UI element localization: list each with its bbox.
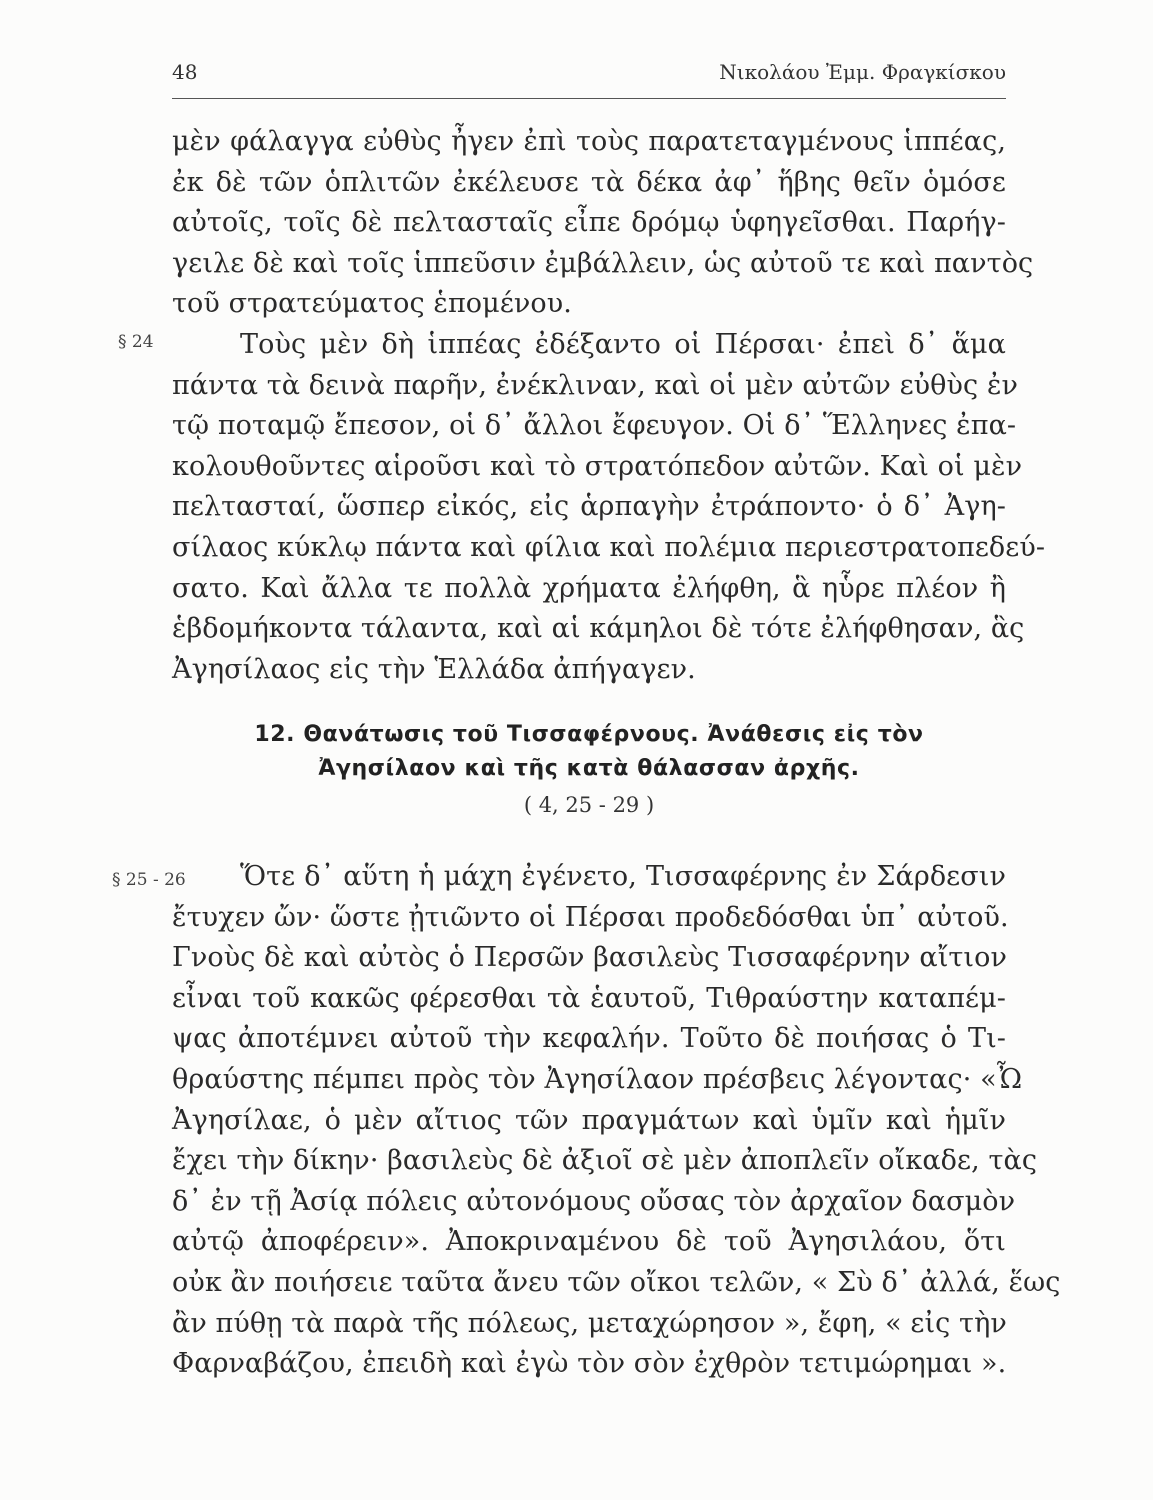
text-line: μὲν φάλαγγα εὐθὺς ἦγεν ἐπὶ τοὺς παρατεταγμένους ἱππέας,	[172, 126, 1006, 157]
paragraph-1	[172, 122, 1034, 325]
text-line: Τοὺς μὲν δὴ ἱππέας ἐδέξαντο οἱ Πέρσαι· ἐπεὶ δ᾽ ἅμα	[240, 329, 1006, 360]
page-header	[172, 58, 1006, 99]
text-line: δ᾽ ἐν τῇ Ἀσίᾳ πόλεις αὐτονόμους οὔσας τὸν ἀρχαῖον δασμὸν	[172, 1185, 1016, 1217]
text-line: Φαρναβάζου, ἐπειδὴ καὶ ἐγὼ τὸν σὸν ἐχθρὸν τετιμώρημαι ».	[172, 1348, 1007, 1380]
text-line: αὐτῷ ἀποφέρειν». Ἀποκριναμένου δὲ τοῦ Ἀγησιλάου, ὅτι	[172, 1226, 1006, 1258]
section-mark-25-26: § 25 - 26	[112, 870, 186, 890]
text-line: Ἀγησίλαε, ὁ μὲν αἴτιος τῶν πραγμάτων καὶ ὑμῖν καὶ ἡμῖν	[172, 1104, 1006, 1136]
running-head: Νικολάου Ἐμμ. Φραγκίσκου	[719, 60, 1006, 84]
text-line: τῷ ποταμῷ ἔπεσον, οἱ δ᾽ ἄλλοι ἔφευγον. Οἱ δ᾽ Ἕλληνες ἐπα-	[172, 410, 1017, 442]
heading-reference: ( 4, 25 - 29 )	[523, 793, 655, 817]
text-line: Ὅτε δ᾽ αὕτη ἡ μάχη ἐγένετο, Τισσαφέρνης ἐν Σάρδεσιν	[240, 861, 1006, 892]
text-line: ἐκ δὲ τῶν ὁπλιτῶν ἐκέλευσε τὰ δέκα ἀφ᾽ ἥβης θεῖν ὁμόσε	[172, 166, 1006, 198]
text-line: ἂν πύθῃ τὰ παρὰ τῆς πόλεως, μεταχώρησον », ἔφη, « εἰς τὴν	[172, 1307, 1007, 1339]
text-line: πάντα τὰ δεινὰ παρῆν, ἐνέκλιναν, καὶ οἱ μὲν αὐτῶν εὐθὺς ἐν	[172, 369, 1019, 401]
text-line: κολουθοῦντες αἱροῦσι καὶ τὸ στρατόπεδον αὐτῶν. Καὶ οἱ μὲν	[172, 450, 1023, 482]
paragraph-3	[172, 857, 1061, 1385]
text-line: θραύστης πέμπει πρὸς τὸν Ἀγησίλαον πρέσβεις λέγοντας· «Ὦ	[172, 1063, 1023, 1095]
text-line: ἔχει τὴν δίκην· βασιλεὺς δὲ ἀξιοῖ σὲ μὲν ἀποπλεῖν οἴκαδε, τὰς	[172, 1145, 1038, 1177]
text-line: σατο. Καὶ ἄλλα τε πολλὰ χρήματα ἐλήφθη, ἃ ηὗρε πλέον ἢ	[172, 572, 1006, 604]
text-line: Ἀγησίλαος εἰς τὴν Ἑλλάδα ἀπήγαγεν.	[172, 653, 696, 685]
page-number: 48	[172, 60, 198, 84]
text-line: ἔτυχεν ὤν· ὥστε ᾐτιῶντο οἱ Πέρσαι προδεδόσθαι ὑπ᾽ αὐτοῦ.	[172, 901, 1009, 933]
text-line: ψας ἀποτέμνει αὐτοῦ τὴν κεφαλήν. Τοῦτο δὲ ποιήσας ὁ Τι-	[172, 1023, 1006, 1055]
text-line: αὐτοῖς, τοῖς δὲ πελτασταῖς εἶπε δρόμῳ ὑφηγεῖσθαι. Παρήγ-	[172, 207, 1006, 239]
text-line: οὐκ ἂν ποιήσειε ταῦτα ἄνευ τῶν οἴκοι τελῶν, « Σὺ δ᾽ ἀλλά, ἕως	[172, 1266, 1061, 1298]
text-line: εἶναι τοῦ κακῶς φέρεσθαι τὰ ἑαυτοῦ, Τιθραύστην καταπέμ-	[172, 982, 1006, 1014]
text-line: πελτασταί, ὥσπερ εἰκός, εἰς ἁρπαγὴν ἐτράποντο· ὁ δ᾽ Ἀγη-	[172, 491, 1006, 523]
heading-title-line-2: Ἀγησίλαον καὶ τῆς κατὰ θάλασσαν ἀρχῆς.	[318, 756, 860, 781]
text-line: τοῦ στρατεύματος ἑπομένου.	[172, 288, 572, 320]
text-line: Γνοὺς δὲ καὶ αὐτὸς ὁ Περσῶν βασιλεὺς Τισσαφέρνην αἴτιον	[172, 942, 1007, 974]
text-line: σίλαος κύκλῳ πάντα καὶ φίλια καὶ πολέμια περιεστρατοπεδεύ-	[172, 531, 1046, 563]
section-mark-24: § 24	[118, 332, 154, 352]
text-line: γειλε δὲ καὶ τοῖς ἱππεῦσιν ἐμβάλλειν, ὡς αὐτοῦ τε καὶ παντὸς	[172, 247, 1034, 279]
section-heading	[172, 718, 1006, 822]
heading-title-line-1: 12. Θανάτωσις τοῦ Τισσαφέρνους. Ἀνάθεσις εἰς τὸν	[254, 722, 924, 747]
paragraph-2	[172, 325, 1046, 690]
text-line: ἑβδομήκοντα τάλαντα, καὶ αἱ κάμηλοι δὲ τότε ἐλήφθησαν, ἃς	[172, 613, 1025, 645]
